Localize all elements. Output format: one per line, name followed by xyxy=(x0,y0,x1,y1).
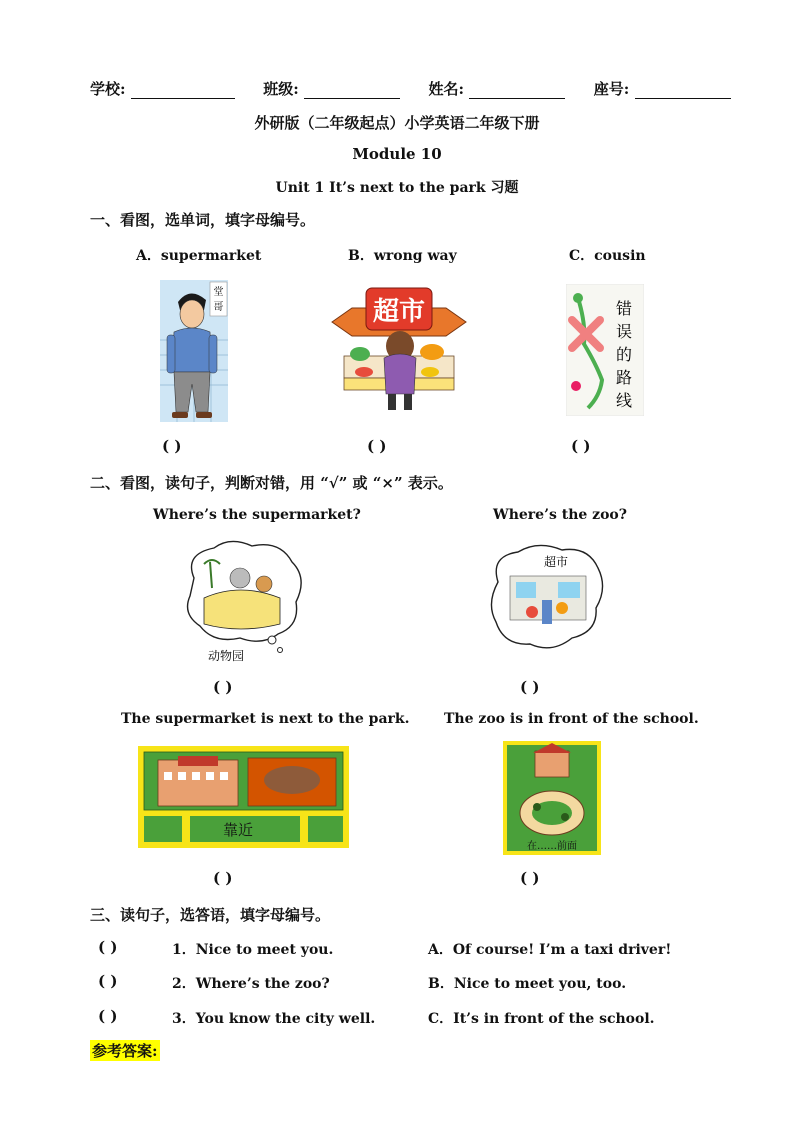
wrong-way-char-2: 误 xyxy=(615,322,633,341)
section1-heading: 一、看图，选单词，填字母编号。 xyxy=(90,211,316,229)
answer-blank-10[interactable]: ( ) xyxy=(98,1007,118,1025)
in-front-of-picture xyxy=(503,741,601,855)
wrong-way-char-1: 错 xyxy=(615,299,633,318)
answer-blank-4[interactable]: ( ) xyxy=(213,678,233,696)
answer-blank-2[interactable]: ( ) xyxy=(367,437,387,455)
zoo-bubble-picture xyxy=(180,538,306,666)
wrong-way-char-3: 的 xyxy=(615,345,633,364)
question-1: 1．Nice to meet you. xyxy=(172,942,334,958)
question-2: 2．Where’s the zoo? xyxy=(172,976,330,992)
statement-supermarket-park: The supermarket is next to the park. xyxy=(121,711,410,727)
supermarket-bubble-picture xyxy=(488,542,606,656)
option-b: B．wrong way xyxy=(348,248,457,264)
school-field[interactable] xyxy=(131,82,235,99)
supermarket-picture xyxy=(330,284,468,414)
choice-b: B．Nice to meet you, too. xyxy=(428,976,627,992)
answer-blank-3[interactable]: ( ) xyxy=(571,437,591,455)
name-field[interactable] xyxy=(469,82,565,99)
next-to-picture xyxy=(138,746,349,848)
class-label: 班级: xyxy=(263,80,299,98)
answer-blank-5[interactable]: ( ) xyxy=(520,678,540,696)
reference-answers-label: 参考答案: xyxy=(92,1042,158,1060)
answer-blank-6[interactable]: ( ) xyxy=(213,869,233,887)
class-field[interactable] xyxy=(304,82,400,99)
student-info-line xyxy=(90,78,731,99)
answer-blank-7[interactable]: ( ) xyxy=(520,869,540,887)
section3-heading: 三、读句子，选答语，填字母编号。 xyxy=(90,906,331,924)
wrong-way-picture xyxy=(566,284,644,416)
zoo-caption: 动物园 xyxy=(208,649,245,663)
choice-a: A．Of course! I’m a taxi driver! xyxy=(428,942,672,958)
section2-heading: 二、看图，读句子，判断对错，用 “√” 或 “×” 表示。 xyxy=(90,474,453,492)
question-zoo-where: Where’s the zoo? xyxy=(493,507,627,523)
question-supermarket-where: Where’s the supermarket? xyxy=(153,507,361,523)
cousin-picture xyxy=(160,280,228,422)
answer-blank-8[interactable]: ( ) xyxy=(98,938,118,956)
module-title: Module 10 xyxy=(352,145,442,163)
answer-blank-9[interactable]: ( ) xyxy=(98,972,118,990)
seat-label: 座号: xyxy=(593,80,630,98)
supermarket-sign: 超市 xyxy=(372,297,426,327)
unit-title: Unit 1 It’s next to the park 习题 xyxy=(275,180,519,196)
option-a: A．supermarket xyxy=(136,248,262,264)
answer-blank-1[interactable]: ( ) xyxy=(162,437,182,455)
name-label: 姓名: xyxy=(428,80,465,98)
next-to-caption: 靠近 xyxy=(222,821,254,839)
wrong-way-char-4: 路 xyxy=(615,368,633,387)
question-3: 3．You know the city well. xyxy=(172,1011,376,1027)
choice-c: C．It’s in front of the school. xyxy=(428,1011,655,1027)
cousin-label-1: 堂 xyxy=(213,287,224,298)
supermarket-caption: 超市 xyxy=(544,555,569,569)
cousin-label-2: 哥 xyxy=(213,302,224,313)
school-label: 学校: xyxy=(90,80,126,98)
seat-field[interactable] xyxy=(635,82,731,99)
statement-zoo-school: The zoo is in front of the school. xyxy=(444,711,699,727)
option-c: C．cousin xyxy=(569,248,646,264)
book-title: 外研版（二年级起点）小学英语二年级下册 xyxy=(254,114,540,132)
wrong-way-char-5: 线 xyxy=(615,391,633,410)
in-front-of-caption: 在……前面 xyxy=(527,841,577,852)
